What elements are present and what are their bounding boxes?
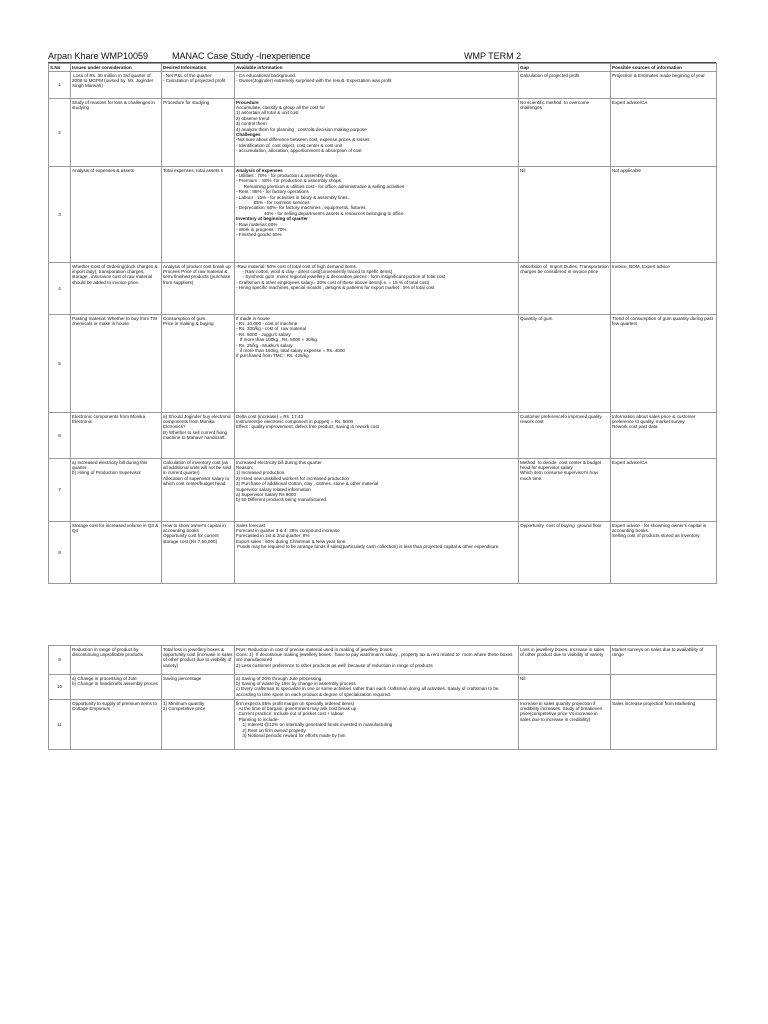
gap-cell bbox=[519, 167, 611, 263]
term-label: WMP TERM 2 bbox=[464, 51, 522, 61]
cell-line: - Premium : 80% -for production & assembly shops. bbox=[236, 178, 343, 184]
cell-line: Reduction in range of product by discontinuing unprofitable products bbox=[72, 646, 143, 657]
table-row bbox=[49, 72, 717, 99]
cell-line: Which item consume supervisor's how much time. bbox=[520, 470, 600, 481]
issue-cell bbox=[71, 413, 162, 459]
cell-line: Reason: bbox=[236, 464, 254, 470]
cell-line: Challenges bbox=[236, 131, 261, 137]
cell-line: Pros: Reduction in cost of precise material used in making of jewellery boxes bbox=[236, 646, 393, 652]
title-row bbox=[48, 51, 716, 63]
desired-info-cell bbox=[162, 99, 235, 167]
cell-line: b) Hiring of Production Supervisor bbox=[72, 470, 141, 476]
cell-line: Selling cost of products stored as inventory bbox=[612, 533, 700, 539]
desired-info-cell bbox=[162, 459, 235, 522]
available-info-cell bbox=[235, 522, 519, 584]
issue-cell bbox=[71, 315, 162, 413]
cell-line: c) Every craftsman to specialize in one or some activities rather than each craftsman doing all activities. Salary of craftsman to be according to time spent on each product & degree of specialization required. bbox=[236, 686, 500, 697]
available-info-cell bbox=[235, 99, 519, 167]
cell-line: Absorbtion of Import Duties, Transportation charges be considered in invoice price bbox=[520, 263, 611, 274]
sources-cell bbox=[611, 315, 717, 413]
cell-line: Increase in sales quanity projection if credibility increases. Study of breakeven price(competetive price Vs increase in sales due to increase in credibility) bbox=[520, 700, 604, 722]
cell-line: Opportunity cost of buying ground floor bbox=[520, 522, 602, 528]
cell-line: Effect : quality improvement, defect free product, saving in rework cost bbox=[236, 424, 379, 430]
cell-line: Nil bbox=[520, 675, 526, 681]
cell-line: 1) ascertain all total & unit cost bbox=[236, 110, 299, 116]
cell-line: Customer preferencefo improved quality, rework cost bbox=[520, 413, 604, 424]
gap-cell bbox=[519, 315, 611, 413]
cell-line: Market surveys on sales due to availability of range bbox=[612, 646, 705, 657]
cell-line: Calculation of projected profit bbox=[520, 72, 580, 78]
serial-number: 4 bbox=[49, 263, 71, 315]
cell-line: Study of reasons for loss & challenges in studying bbox=[72, 99, 157, 110]
gap-cell bbox=[519, 700, 611, 750]
cell-line: - Rs. 5000 - Juggu's salary bbox=[236, 331, 291, 337]
cell-line: Sales increase projection from Marketing bbox=[612, 700, 696, 706]
issue-cell bbox=[71, 459, 162, 522]
cell-line: Instrument(ie electronic component in puppet) = Rs. 5000 bbox=[236, 418, 354, 424]
sources-cell bbox=[611, 646, 717, 675]
table-row bbox=[49, 459, 717, 522]
issue-cell bbox=[71, 99, 162, 167]
cell-line: - Rs. 10,000 - cost of machine bbox=[236, 320, 298, 326]
desired-info-cell bbox=[162, 522, 235, 584]
cell-line: - At the time of bargain, government may ask cost break up bbox=[236, 705, 357, 711]
cell-line: - Rs. 200/kg - cost of raw material bbox=[236, 326, 306, 332]
cell-line: Whether Cost of Ordering(dock charges & import duty), transporation charges, storage , insurance cost of raw material should be added to invoice price. bbox=[72, 263, 159, 285]
sources-cell bbox=[611, 263, 717, 315]
sheet-part-1 bbox=[48, 51, 716, 584]
cell-line: a) Change in processing of Jute bbox=[72, 675, 137, 681]
cell-line: B) Whether to sell current fixing machine to Mahavir handicraft. bbox=[163, 429, 229, 441]
sources-cell bbox=[611, 459, 717, 522]
issue-cell bbox=[71, 72, 162, 99]
cell-line: b) Saving of waste by 15% by change in assembly process bbox=[236, 680, 356, 686]
desired-info-cell bbox=[162, 167, 235, 263]
gap-cell bbox=[519, 99, 611, 167]
cell-line: 3) control them bbox=[236, 121, 267, 127]
issue-cell bbox=[71, 263, 162, 315]
gap-cell bbox=[519, 263, 611, 315]
available-info-cell bbox=[235, 263, 519, 315]
cell-line: Remaining premium & utilities cost - for office, administrative & selling activities bbox=[236, 183, 405, 189]
gap-cell bbox=[519, 72, 611, 99]
case-study-title: MANAC Case Study -Inexperience bbox=[172, 51, 311, 61]
cell-line: Delta cost (increase) = Rs. 17.43 bbox=[236, 413, 304, 419]
cell-line: Method to decide cost center & budget head for supervisor salary bbox=[520, 459, 603, 470]
desired-info-cell bbox=[162, 315, 235, 413]
cell-line: If more than 100kg , Rs. 5000 + 30/kg bbox=[236, 337, 317, 343]
cell-line: Procedure bbox=[236, 99, 259, 105]
cell-line: - Depreciation: 60%- for factory machines , equipments, fixtures. bbox=[236, 205, 367, 211]
cell-line: Analysis of expenses bbox=[236, 167, 283, 173]
gap-cell bbox=[519, 646, 611, 675]
cell-line: if more than 160kg, total salary expense = Rs. 4000 bbox=[236, 347, 345, 353]
serial-number: 5 bbox=[49, 315, 71, 413]
serial-number: 8 bbox=[49, 522, 71, 584]
cell-line: Sales forecast bbox=[236, 522, 266, 528]
col-header-issues: Issues under consideration bbox=[71, 64, 162, 72]
sources-cell bbox=[611, 675, 717, 700]
sources-cell bbox=[611, 522, 717, 584]
cell-line: Opportunity to supply of premium items to Cottage Emporium bbox=[72, 700, 159, 711]
cell-line: 40% - for selling department's assets & resources belonging to office. bbox=[236, 210, 405, 216]
cell-line: Increased electricity bill during this quarter bbox=[236, 459, 322, 465]
table-row bbox=[49, 167, 717, 263]
serial-number: 2 bbox=[49, 99, 71, 167]
cell-line: - Hiring specific machines, special moulds , designs & patterns for export market : 5% of total cost bbox=[236, 285, 435, 291]
cell-line: - Raw cotton, wool & clay - direct cost(conveniently traced to spefic items) bbox=[236, 268, 393, 274]
cell-line: Inventory at beginning of quarter bbox=[236, 216, 308, 222]
available-info-cell bbox=[235, 459, 519, 522]
cell-line: - Identification of cost object, cost center & cost unit bbox=[236, 142, 342, 148]
cell-line: Electronic components from Monika Electronic bbox=[72, 413, 147, 424]
cell-line: - Owner(Joginder) extremely surprised with the result. Expectation was profit bbox=[236, 77, 392, 83]
cell-line: 2) Rent on firm owned property bbox=[236, 727, 306, 733]
sources-cell bbox=[611, 72, 717, 99]
cell-line: Calculation of inventory cost (as all additional units will not be sold in current quarter) bbox=[163, 459, 233, 476]
cell-line: Loss of Rs. 30 million in 3rd quarter of 2008 to MGPM (owned by Mr. Joginder Singh Marwah) bbox=[72, 72, 155, 89]
cell-line: Current practice: Include out of pocket cost + labour bbox=[236, 711, 344, 717]
cell-line: Invoice, BOM, Expert advice bbox=[612, 263, 670, 269]
cell-line: Funds may be required to be arrange funds if sales(particularly cash collection) is less than projected capital & other expenditure. bbox=[236, 544, 500, 550]
cell-line: If purchased from TMC : Rs. 425/kg bbox=[236, 353, 309, 359]
cell-line: - CA educational background. bbox=[236, 72, 297, 78]
table-row bbox=[49, 315, 717, 413]
cell-line: 4) analyze them for planning , control& decision making purpose bbox=[236, 126, 367, 132]
gap-cell bbox=[519, 413, 611, 459]
cell-line: 1) Minimum quantity bbox=[163, 700, 205, 706]
issue-cell bbox=[71, 675, 162, 700]
gap-cell bbox=[519, 459, 611, 522]
cell-line: Information about sales price & customer preference to quality, market survey bbox=[612, 413, 697, 424]
cell-line: Expert advice/CA bbox=[612, 459, 648, 465]
col-header-available: Available information bbox=[235, 64, 519, 72]
desired-info-cell bbox=[162, 675, 235, 700]
cell-line: 2) Competetive price bbox=[163, 705, 206, 711]
cell-line: 3) Purchase of additional Cotton, clay , clothes, stone & other material bbox=[236, 481, 379, 487]
cell-line: Total loss in jewellery boxes & opportunity cost (increase in sales of other product due to visibility of variety) bbox=[163, 646, 234, 668]
cell-line: 1) Increased production bbox=[236, 470, 285, 476]
cell-line: Nil bbox=[520, 167, 526, 173]
desired-info-cell bbox=[162, 700, 235, 750]
cell-line: If made in house bbox=[236, 315, 270, 321]
cell-line: Saving percentage bbox=[163, 675, 202, 681]
cell-line: Expert advice/CA bbox=[612, 99, 648, 105]
cell-line: a) Saving of 20% through Jute processing. bbox=[236, 675, 323, 681]
cell-line: 2) observe trend bbox=[236, 115, 270, 121]
serial-number: 11 bbox=[49, 700, 71, 750]
table-row bbox=[49, 646, 717, 675]
col-header-sno: S.No bbox=[49, 64, 71, 72]
cell-line: Supervisor salary related information bbox=[236, 486, 311, 492]
cell-line: Analysis of expenses & assets bbox=[72, 167, 135, 173]
table-row bbox=[49, 99, 717, 167]
table-row bbox=[49, 413, 717, 459]
issue-cell bbox=[71, 167, 162, 263]
cell-line: - accumulation, allocation, apportionment & absorption of cost bbox=[236, 148, 362, 154]
cell-line: - Rent : 85% - for factory operations bbox=[236, 189, 309, 195]
cell-line: - Labour : 15% - for activities in falory & assembly lines. bbox=[236, 194, 349, 200]
col-header-sources: Possible sources of information bbox=[611, 64, 717, 72]
available-info-cell bbox=[235, 413, 519, 459]
cell-line: Opportunity cost for current storage cost (Rs.7,50,000) bbox=[163, 533, 220, 544]
cell-line: - Raw material: 60% bbox=[236, 221, 278, 227]
issue-cell bbox=[71, 646, 162, 675]
cell-line: Rework cost past data bbox=[612, 424, 658, 430]
issue-cell bbox=[71, 700, 162, 750]
cell-line: a) Supervisor Salary Rs 9000 bbox=[236, 491, 297, 497]
gap-cell bbox=[519, 675, 611, 700]
available-info-cell bbox=[235, 72, 519, 99]
cell-line: Cons: 1) If decontinue making jewellery boxes , have to pay watchman's salary , property tax & rent related to room where these boxes are manufactured bbox=[236, 651, 514, 663]
cell-line: How to show owner's capital in accounting books bbox=[163, 522, 227, 533]
gap-cell bbox=[519, 522, 611, 584]
cell-line: Planning to include- bbox=[236, 716, 279, 722]
serial-number: 3 bbox=[49, 167, 71, 263]
serial-number: 7 bbox=[49, 459, 71, 522]
cell-line: - Net P&L of the quarter bbox=[163, 72, 212, 78]
cell-line: No scientific method to overcome challenges bbox=[520, 99, 591, 110]
table-row bbox=[49, 700, 717, 750]
cell-line: - Craftsman & other employees salary= 30% cost of these above items(i.e. = 15 % of total cost) bbox=[236, 279, 430, 285]
table-row bbox=[49, 675, 717, 700]
cell-line: Price in making & buying bbox=[163, 320, 214, 326]
available-info-cell bbox=[235, 700, 519, 750]
serial-number: 9 bbox=[49, 646, 71, 675]
cell-line: Accumulate, classify & group all the cost for bbox=[236, 104, 325, 110]
case-study-table bbox=[48, 63, 717, 584]
cell-line: - Calculation of projected profit bbox=[163, 77, 226, 83]
cell-line: - Finished goods: 65% bbox=[236, 232, 282, 238]
sheet-part-2 bbox=[48, 645, 716, 750]
col-header-gap: Gap bbox=[519, 64, 611, 72]
cell-line: 2) Hired new unskilled workers for increased production bbox=[236, 475, 350, 481]
desired-info-cell bbox=[162, 413, 235, 459]
cell-line: 85% - for common services bbox=[236, 199, 310, 205]
cell-line: b) Change in handicrafts assembly proces bbox=[72, 680, 158, 686]
sources-cell bbox=[611, 167, 717, 263]
cell-line: Total expenses, total assets s bbox=[163, 167, 224, 173]
cell-line: Projection & Estimates made begining of year bbox=[612, 72, 705, 78]
cell-line: - Synthetic gum ,minor regional jewellery & decoration pieces : form insignificant portion of total cost bbox=[236, 274, 446, 280]
available-info-cell bbox=[235, 315, 519, 413]
desired-info-cell bbox=[162, 263, 235, 315]
cell-line: a) Increased electricity bill during this quarter bbox=[72, 459, 149, 470]
sources-cell bbox=[611, 99, 717, 167]
cell-line: Expert advice - for showning owner's capital in accounting books. bbox=[612, 522, 708, 533]
cell-line: -Not sure about difference between cost, expense,prices & losses bbox=[236, 137, 370, 143]
case-study-table-continued bbox=[48, 645, 717, 750]
cell-line: Not applicable bbox=[612, 167, 642, 173]
desired-info-cell bbox=[162, 646, 235, 675]
col-header-desired: Desired Information bbox=[162, 64, 235, 72]
serial-number: 1 bbox=[49, 72, 71, 99]
cell-line: 3) Notional periodic reward for efforts made by him bbox=[236, 732, 346, 738]
cell-line: Allocation of supervisor salary to which cost center/budget head bbox=[163, 475, 231, 487]
cell-line: firm expects 55% profit margin on specially ordered items) bbox=[236, 700, 355, 706]
available-info-cell bbox=[235, 675, 519, 700]
header-row bbox=[49, 64, 717, 72]
serial-number: 10 bbox=[49, 675, 71, 700]
table-row bbox=[49, 522, 717, 584]
serial-number: 6 bbox=[49, 413, 71, 459]
cell-line: - Rs. 25/kg - Mukku's salary bbox=[236, 342, 293, 348]
cell-line: Trend of consumption of gum quantity during past few quarters bbox=[612, 315, 715, 326]
sources-cell bbox=[611, 700, 717, 750]
cell-line: Quantity of gum bbox=[520, 315, 553, 321]
student-name-id: Arpan Khare WMP10059 bbox=[48, 51, 149, 61]
desired-info-cell bbox=[162, 72, 235, 99]
cell-line: - Work in progress : 70% bbox=[236, 226, 287, 232]
cell-line: a) Should Joginder buy electronic components from Monika Elctronics? bbox=[163, 413, 233, 430]
cell-line: 2) Less customer preference to other products as well because of reduction in range of products bbox=[236, 662, 433, 668]
available-info-cell bbox=[235, 167, 519, 263]
cell-line: Procees Price of raw material & semi finished products (purchase from suppliers) bbox=[163, 268, 232, 285]
cell-line: Forecasted in 1st & 2nd quarter: 8% bbox=[236, 533, 310, 539]
cell-line: 1) Interest @12% on internally generated funds invested in manufacturing bbox=[236, 722, 393, 728]
sources-cell bbox=[611, 413, 717, 459]
cell-line: Analysis of product cost break up bbox=[163, 263, 231, 269]
available-info-cell bbox=[235, 646, 519, 675]
cell-line: Export sales : 60% during Christmas & New year time. bbox=[236, 538, 347, 544]
cell-line: Forecast in quarter 3 & 4: 38% compound increase bbox=[236, 527, 340, 533]
cell-line: - Utilities : 70% - for production & assembly shops. bbox=[236, 172, 339, 178]
issue-cell bbox=[71, 522, 162, 584]
table-row bbox=[49, 263, 717, 315]
cell-line: Storage cost for increased volume in Q3 & Q4 bbox=[72, 522, 160, 533]
cell-line: Consumption of gum. bbox=[163, 315, 207, 321]
cell-line: Loss in jewellery boxes, Increase in sales of other product due to visibility of variety bbox=[520, 646, 606, 657]
cell-line: -Raw material: 50% cost of total cost of high demand items. bbox=[236, 263, 358, 269]
cell-line: Procedure for studying bbox=[163, 99, 210, 105]
cell-line: Pasting material: Whether to buy from TM chemicals or make in house. bbox=[72, 315, 159, 326]
cell-line: b) 50 Different products being manufactured. bbox=[236, 497, 328, 503]
